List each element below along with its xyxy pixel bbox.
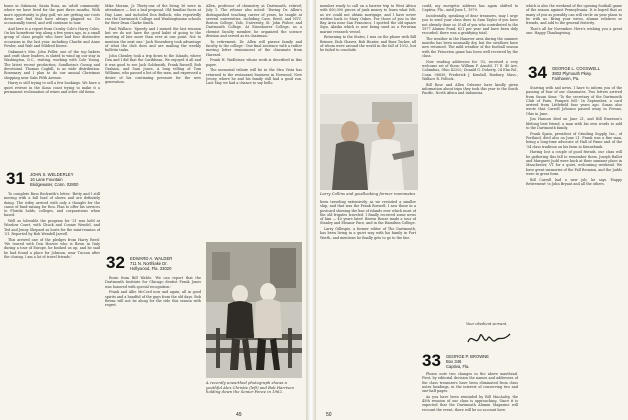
secretary-city: Hollywood, Fla. 33020: [130, 266, 172, 271]
paragraph: The memorial tribute will be in the Stra Vista has returned to the restaurant business in Norwood, New Jersey, where he and his family still had a good run. Last May we had a chance to say hello.: [206, 68, 302, 86]
paragraph: Now reading addresses for '33, received a very welcome set of them: William F. Arnold, 17 E. 40 Ave, Columbus, Ohio 43202; Donald G. Doherty, 24 Elm Rd., Conn. 06830; Frederick J. Kendall, Roxbury, Mass.; Wallace R. Pollock.: [422, 59, 518, 81]
caption-line: youthful Alex Christie (left) and Bob Harrison: [206, 384, 294, 390]
paragraph: Frank and Allie McCord now and again; all in good spirits and a handful of the guys from the old days. Bob Bevan will not be along for the ride this season with regret.: [105, 290, 201, 308]
paragraph: John Chenley took a trip down to the Islands, where Don and I did that the Caribbean. We enjoyed it all and it was good to see Jack Goldsmith, Frank Russell, Bob Graham, and Sam Jones. A long telling of Tom Williams, who passed a list of the men, and expressed a desire of his continuing pressure for the new generation.: [105, 54, 201, 84]
paragraph: Allen, professor of chemistry at Dartmouth, retired; July 1. The release also noted: 'During Dr. Allen's distinguished teaching career of years, he taught at several universities, including Case, Reed, and NYU. Boston College, Yale, University, St. John Fisher, and Dartmouth College. At Eisenhower College, as a chemist faculty member, he organized the science division and served as its chairman.': [206, 4, 302, 39]
secretary-city: Fairhaven, Pa.: [552, 76, 580, 81]
paragraph: home in Oakmont, Santa Rosa, an 'adult community' where we have lived for the past three months. With more opportunity to play golf, we are getting our roots down and find that have always plagued us. Do occasionally travel, and will continue to tour.: [4, 4, 100, 26]
paragraph: Having lost a couple of good friends, our class will be gathering this fall to remember them. Joseph Ballot and Margaret Judd were back at their summer place in Manchester, VT for a quiet, welcoming weekend. We have great memories of the Fall Reunion, and the Judds were in great form.: [526, 150, 622, 176]
class-secretary-block: [30, 172, 78, 187]
secretary-name: EDWARD A. WALDER: [130, 256, 173, 261]
paragraph: which is also the weekend of the opening football game of the season against Pennsylvania. It is hoped that as many of you as possibly can will circle on your plans to be with us. Bring your wives, alumni relatives or friends, and add to the general festivity.: [526, 4, 622, 26]
paragraph: And here is a report from Crosby Cole's Harry Coles. On his homefront trip along a few years ago, in a small group of class people who have had four distinctive occasions in the last year, including Charlie and Anne Fowler, and Walt and Mildred Keene.: [4, 26, 100, 49]
paragraph: Well as tolerable the program for '31 was held at Winslow Court, with Chuck and Connie Wendel, and Ted and Jenny Shepard as hosts for the mini-reunion of '31. Reported by Bob Wendell Jarvell.: [4, 219, 100, 237]
class-year-number: 32: [106, 253, 125, 272]
caption-line: holding down the Senior Fence in 1962.: [206, 389, 283, 395]
class-34-heading: [528, 63, 600, 82]
secretary-name: GEORGE P. BROWNE: [446, 354, 489, 359]
secretary-city: Captiva, Fla.: [446, 364, 470, 369]
paragraph: member ready to call on a barrier trip to West Africa with 800,000 pieces of junk money to learn what felt, as we could not obtain mortgage, and I have never written back to Mary Oakes. For those of you in the Bay Area near San Francisco, I spotted the old square Sign, Alaska which is now being used as a Peruvian marine research vessel.: [320, 4, 416, 34]
left-col1-body: [4, 192, 100, 416]
paragraph: That's all for November. Here's wishing you a great one. Happy Thanksgiving.: [526, 26, 622, 36]
caption-line: Larry Collins and goodlooking former roommates: [320, 191, 416, 196]
page-number: 50: [326, 412, 332, 418]
right-page: [316, 0, 628, 420]
paragraph: As you have been reminded by Bill MacAuley, the 45th reunion of our class is approaching. Since it is expected that the Dartmouth Alumni Magazine will recount the event, there will be no account here.: [422, 394, 518, 412]
class-year-number: 31: [6, 169, 25, 188]
secretary-address: 16 Lane Fountain: [30, 177, 63, 182]
roommates-photo-image: [320, 94, 418, 190]
paragraph: Rosie from Bill Waldo: 'We can report that the Dartmouth Institute for Chicago dentist Frank Jones was honored with special recognition.': [105, 276, 201, 289]
paragraph: Starting with sad news, I have to inform you of the passing of four of our classmates. Two letters arrived from Susan Sims: 'To the secretary of the Dartmouth Club of Paris, Pompeii fell.' In September, a card arrived from Littlefield four years ago. Susan also wrote that Carroll Johnson passed away in Fresno, Ohio in June.: [526, 86, 622, 116]
class-secretary-block: [130, 256, 172, 271]
right-col1-lead: [320, 4, 416, 90]
caption-line: A recently unearthed photograph shows a: [206, 380, 287, 385]
roommates-photo: [320, 94, 418, 190]
paragraph: Oakmont's Mrs. John Peller, one of the top bakers and craft show leaders, is slated to wind up our stay in Washington, D.C., visiting, working with Cole Young. The latest recent production, Sondheim's Gossip and devotional. Thomas Coghill, is as wide distribution. Rosemary and I plan to do our annual Christmas shopping near Saks Fifth Avenue.: [4, 49, 100, 80]
paragraph: Frank Spain, president of Grinding Supply, Inc., of Portland, died also on June 21. Frank was a fine man, being a long-time advocate of Hall of Fame and of the '34 class tradition on his farm in Kennebunk.: [526, 131, 622, 149]
class-33-heading: [422, 351, 489, 370]
secretary-city: Bridgewater, Conn. 02800: [30, 182, 79, 187]
paragraph: Mike Mornin, Jr. Thirty-one of the living 36 were in attendance — but a bad proposal. Old familiar faces at Hay Lane, and included Don Bullock, who reportedly ran the Dartmouth College and Washingtonian schools for their Dean Clarke Smith.: [105, 4, 201, 26]
paragraph: Bill Carroll had a new job; he says 'Happy Retirement' to John Bryant and all the others.: [526, 177, 622, 186]
handwritten-signature: [466, 328, 512, 354]
left-col2: [105, 4, 201, 250]
left-col2-body: [105, 276, 201, 416]
secretary-name: GEORGE L. COGSWELL: [552, 66, 600, 71]
left-page: [0, 0, 306, 420]
right-col3-lead: [526, 4, 622, 62]
paragraph: Bill Rose and Allen Osborne have kindly given information about trips they took this year to the South Pacific, North Africa and Indonesia.: [422, 82, 518, 96]
paragraph: This arrived one of the pledges from Harry Reed: 'We toured with Don Hoover who is flown in Italy during a tour of Europe, he booked us up, and he said he had found a place for Johnson, near Tucson after the closing. I am a lot of travel friends.': [4, 237, 100, 259]
paragraph: Incidentally, speaking of dear treasures, may I urge you to send your class dues to Sam Taylor if you have not already done so. If all of you who contributed to the 1977 Alumni Fund, $21 per year and have been duly recorded, there was a gratifying total.: [422, 13, 518, 36]
photo-caption: [320, 192, 420, 197]
paragraph: Paul Wallace: 'Speedy and I missed the last reunion but we do not have the good habit of going to the meeting of late more than ever at one point. Not to mention the next one.' Jack Rosenberg took advantage of what the club does and are mailing the weekly bulletin tasks.: [105, 26, 201, 53]
paragraph: The weather in the Hanover area during the summer months has been unusually dry, but the swallows have now returned. The mild weather of the football season with the Princeton game has been well received by the class.: [422, 36, 518, 59]
paragraph: Returning to the States, I was on the phone with Bill Brinser, Dick Chavez, Bob Hunter, and Buzz Tucker, all of whom were around the world in the fall of 1932, but he failed to conclude.: [320, 35, 416, 53]
paragraph: been traveling extensively, as we revisited a smaller ship, and that was the Frank Boswell. I saw those in a postcard showing the line of islands over which most of the old frigates traveled. I finally received some news of him — 40 years later! Brown Rouse made a tour of Stanley and Eleanor Pace, and in the Hamilton College.: [320, 200, 416, 226]
right-col2-body: [422, 372, 518, 414]
photo-caption: [206, 381, 304, 395]
senior-fence-photo: [206, 242, 302, 378]
paragraph: To complete Russ Beckwith's letter: 'Betty and I still moving with a full load of shows and are definitely doing. The wifey arrived with only a thought for the cause of fund-raising for Ron. Plan to offer his services to Florida holds, colleges, and corporations when based.: [4, 192, 100, 218]
secretary-address: 711 N. Northlake Dr.: [130, 261, 168, 266]
paragraph: could, my energetic address has again shifted to Captiva, Fla., until June 1, 1979.: [422, 4, 518, 13]
book-gutter: [306, 0, 316, 420]
secretary-address: Box 346: [446, 359, 462, 364]
page-number: 49: [236, 412, 242, 418]
class-32-heading: [106, 253, 173, 272]
class-secretary-block: [552, 66, 600, 81]
secretary-name: JOHN S. WELDERLEY: [30, 172, 74, 177]
sign-off: Your obedient servant,: [466, 322, 508, 326]
class-year-number: 34: [528, 63, 547, 82]
paragraph: Larry Gillespie, a former editor of The Dartmouth, has been living in a quiet way with his family in Fort Worth, and mentions he finally gets to go to the fair.: [320, 227, 416, 240]
paragraph: Harry is still trying to sell a few bookings. We have a quiet retreat in the Kona coast trying to make it a permanent reclamation of wines and other old items.: [4, 81, 100, 94]
senior-fence-photo-image: [206, 242, 302, 378]
paragraph: 'In retirement, Dr. Allen will pursue family and faculty to the college.' One final sentence with a rather moving letter reminiscent of the classmate from Harvard.: [206, 39, 302, 57]
right-col1-body: [320, 200, 416, 396]
left-col1-lead: [4, 4, 100, 168]
paragraph: Frank H. Wadleiner, whose work is described in this paper.: [206, 58, 302, 67]
right-col2: [422, 4, 518, 230]
class-year-number: 33: [422, 351, 441, 370]
paragraph: Jim Hanson died on June 21, and Bill Emerson's lifelong best friend, a man with his own words to add to the Dartmouth family.: [526, 117, 622, 131]
paragraph: Please note two changes in the above masthead. First, by editorial decision the names and addresses of the class treasurers have been eliminated from class notes headings, in the interest of conserving two and one-half pages.: [422, 372, 518, 394]
class-secretary-block: [446, 354, 489, 369]
left-col3: [206, 4, 302, 238]
secretary-address: 3802 Plymouth Pkwy.: [552, 71, 592, 76]
right-col3-body: [526, 86, 622, 416]
class-31-heading: [6, 169, 79, 188]
